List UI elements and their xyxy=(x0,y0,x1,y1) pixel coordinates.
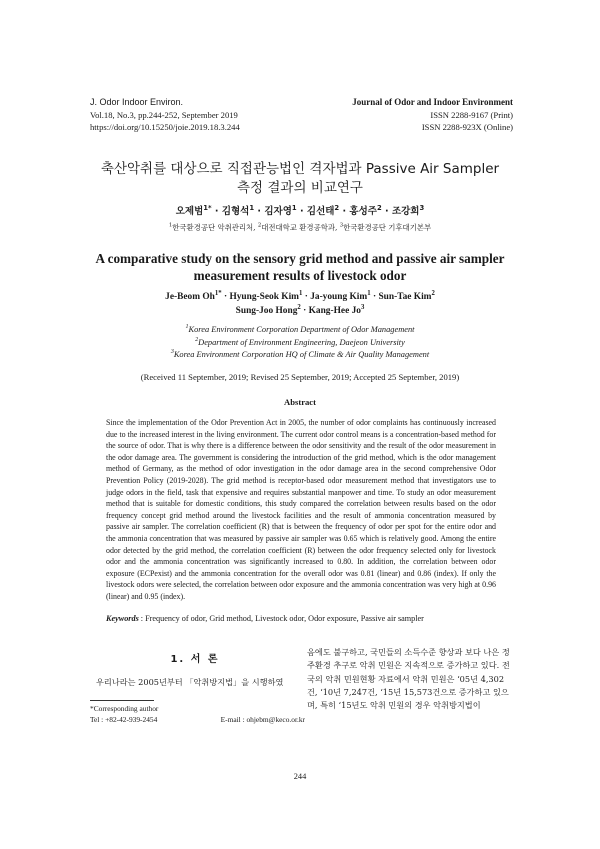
korean-title-line1: 축산악취를 대상으로 직접관능법인 격자법과 Passive Air Sampler xyxy=(100,161,500,177)
english-author: Hyung-Seok Kim$^1$ xyxy=(229,289,303,302)
english-title xyxy=(0,250,600,284)
korean-author: 김자영$^1$ xyxy=(264,203,297,217)
korean-author: 오제범$^{1*}$ xyxy=(175,203,212,217)
affiliation-line: $^1$Korea Environment Corporation Department of Odor Management xyxy=(185,324,415,334)
keywords-list: : Frequency of odor, Grid method, Livestock odor, Odor exposure, Passive air sampler xyxy=(140,614,424,623)
volume-info: Vol.18, No.3, pp.244-252, September 2019 xyxy=(90,109,238,120)
abstract-heading: Abstract xyxy=(284,397,316,407)
intro-right-column: 음에도 불구하고, 국민들의 소득수준 향상과 보다 나은 정주환경 추구로 악취 민원은 지속적으로 증가하고 있다. 전국의 악취 민원현황 자료에서 악취 민원은 ‘05년 4,302건, ‘10년 7,247건, ‘15년 15,573건으로 증가하고 있으며, 특히 ‘15년도 악취 민원의 경우 악취방지법이 xyxy=(307,647,510,711)
footnote xyxy=(90,704,305,725)
english-title-line1: A comparative study on the sensory grid method and passive air sampler xyxy=(95,251,505,266)
corresponding-author: *Corresponding author xyxy=(90,704,159,713)
english-author: Ja-young Kim$^1$ xyxy=(310,289,371,302)
journal-full-name: Journal of Odor and Indoor Environment xyxy=(352,97,513,107)
keywords xyxy=(106,614,496,623)
english-author: Je-Beom $Oh^{1*}$ xyxy=(165,289,222,302)
received-dates: (Received 11 September, 2019; Revised 25 September, 2019; Accepted 25 September, 2019) xyxy=(140,372,460,382)
page-number: 244 xyxy=(293,772,307,781)
english-author: Sun-Tae Kim$^2$ xyxy=(378,289,435,302)
korean-title xyxy=(0,160,600,198)
journal-header-left xyxy=(90,96,240,134)
affiliation-line: $^3$Korea Environment Corporation HQ of Climate & Air Quality Management xyxy=(170,349,430,359)
korean-author: 김선태$^2$ xyxy=(306,203,340,217)
korean-title-line2: 측정 결과의 비교연구 xyxy=(237,180,363,196)
english-affiliations xyxy=(0,324,600,362)
korean-affiliations: $^1$한국환경공단 악취관리처, $^2$대전대학교 환경공학과, $^3$한국환경공단 기후대기본부 xyxy=(168,222,432,232)
abstract-body: Since the implementation of the Odor Prevention Act in 2005, the number of odor complaints has continuously increased due to the increased interest in the living environment. The current odor control means is a concentration-based method for the source of odor. That is why there is a difference between the odor sensitivity and the result of the odor measurement in the odor damage area. The government is considering the introduction of the grid method, which is the odor management method of Germany, as the method of odor investigation in the odor damage area in the second comprehensive Odor Prevention Policy (2019-2028). The grid method is receptor-based odor measurement method that investigators use to judge odors in the field, task that expensive and requires substantial manpower and time. To study an odor measurement method that is suitable for domestic conditions, this study compared the correlation between results based on the odor frequency concept grid method around the livestock facilities and the result of ammonia concentration measured by passive air sampler. The correlation coefficient (R) that is between the frequency of odor per spot for the entire odor and the ammonia concentration that was measured by passive air sampler was 0.65 which is relatively good. Among the entire odor detected by the grid method, the correlation coefficient (R) between the odor frequency selected only for livestock odor and the ammonia concentration was significantly increased to 0.80. In addition, the correlation between odor exposure (ECPexist) and the ammonia concentration for the overall odor was 0.81 (linear) and 0.86 (index). If only the livestock odors were selected, the correlation between odor exposure and the ammonia concentration was very high at 0.96 (linear) and 0.95 (index). xyxy=(106,418,496,601)
korean-author-list: 오제범$^{1*}$ · 김형석$^1$ · 김자영$^1$ · 김선태$^2$ · 홍성주$^2$ · 조강희$^3$ xyxy=(175,203,425,217)
english-author: Kang-Hee Jo$^3$ xyxy=(308,303,365,316)
english-author: Sung-Joo Hong$^2$ xyxy=(235,303,301,316)
keywords-label: Keywords xyxy=(106,614,139,623)
issn-online: ISSN 2288-923X (Online) xyxy=(421,122,513,132)
doi-link[interactable]: https://doi.org/10.15250/joie.2019.18.3.244 xyxy=(90,122,240,132)
telephone: Tel : +82-42-939-2454 xyxy=(90,714,158,724)
issn-print: ISSN 2288-9167 (Print) xyxy=(430,109,513,120)
english-author-list: Je-Beom $Oh^{1*}$ · Hyung-Seok Kim$^1$ · Ja-young Kim$^1$ · Sun-Tae Kim$^2$ Sung-Joo Hong$^2$ · Kang-Hee Jo$^3$ xyxy=(165,289,435,316)
korean-author: 조강희$^3$ xyxy=(391,203,425,217)
english-title-line2: measurement results of livestock odor xyxy=(193,268,407,283)
korean-author: 홍성주$^2$ xyxy=(349,203,382,217)
journal-short-name: J. Odor Indoor Environ. xyxy=(90,97,184,107)
korean-author: 김형석$^1$ xyxy=(221,203,255,217)
journal-header-right xyxy=(352,96,513,134)
footnote-divider xyxy=(90,700,154,701)
section-title: 1. 서 론 xyxy=(170,654,220,665)
email-link[interactable]: E-mail : ohjebm@keco.or.kr xyxy=(220,714,305,724)
intro-left-column: 우리나라는 2005년부터 「악취방지법」을 시행하였 xyxy=(96,677,284,687)
affiliation-line: $^2$Department of Environment Engineering, Daejeon University xyxy=(195,336,405,347)
